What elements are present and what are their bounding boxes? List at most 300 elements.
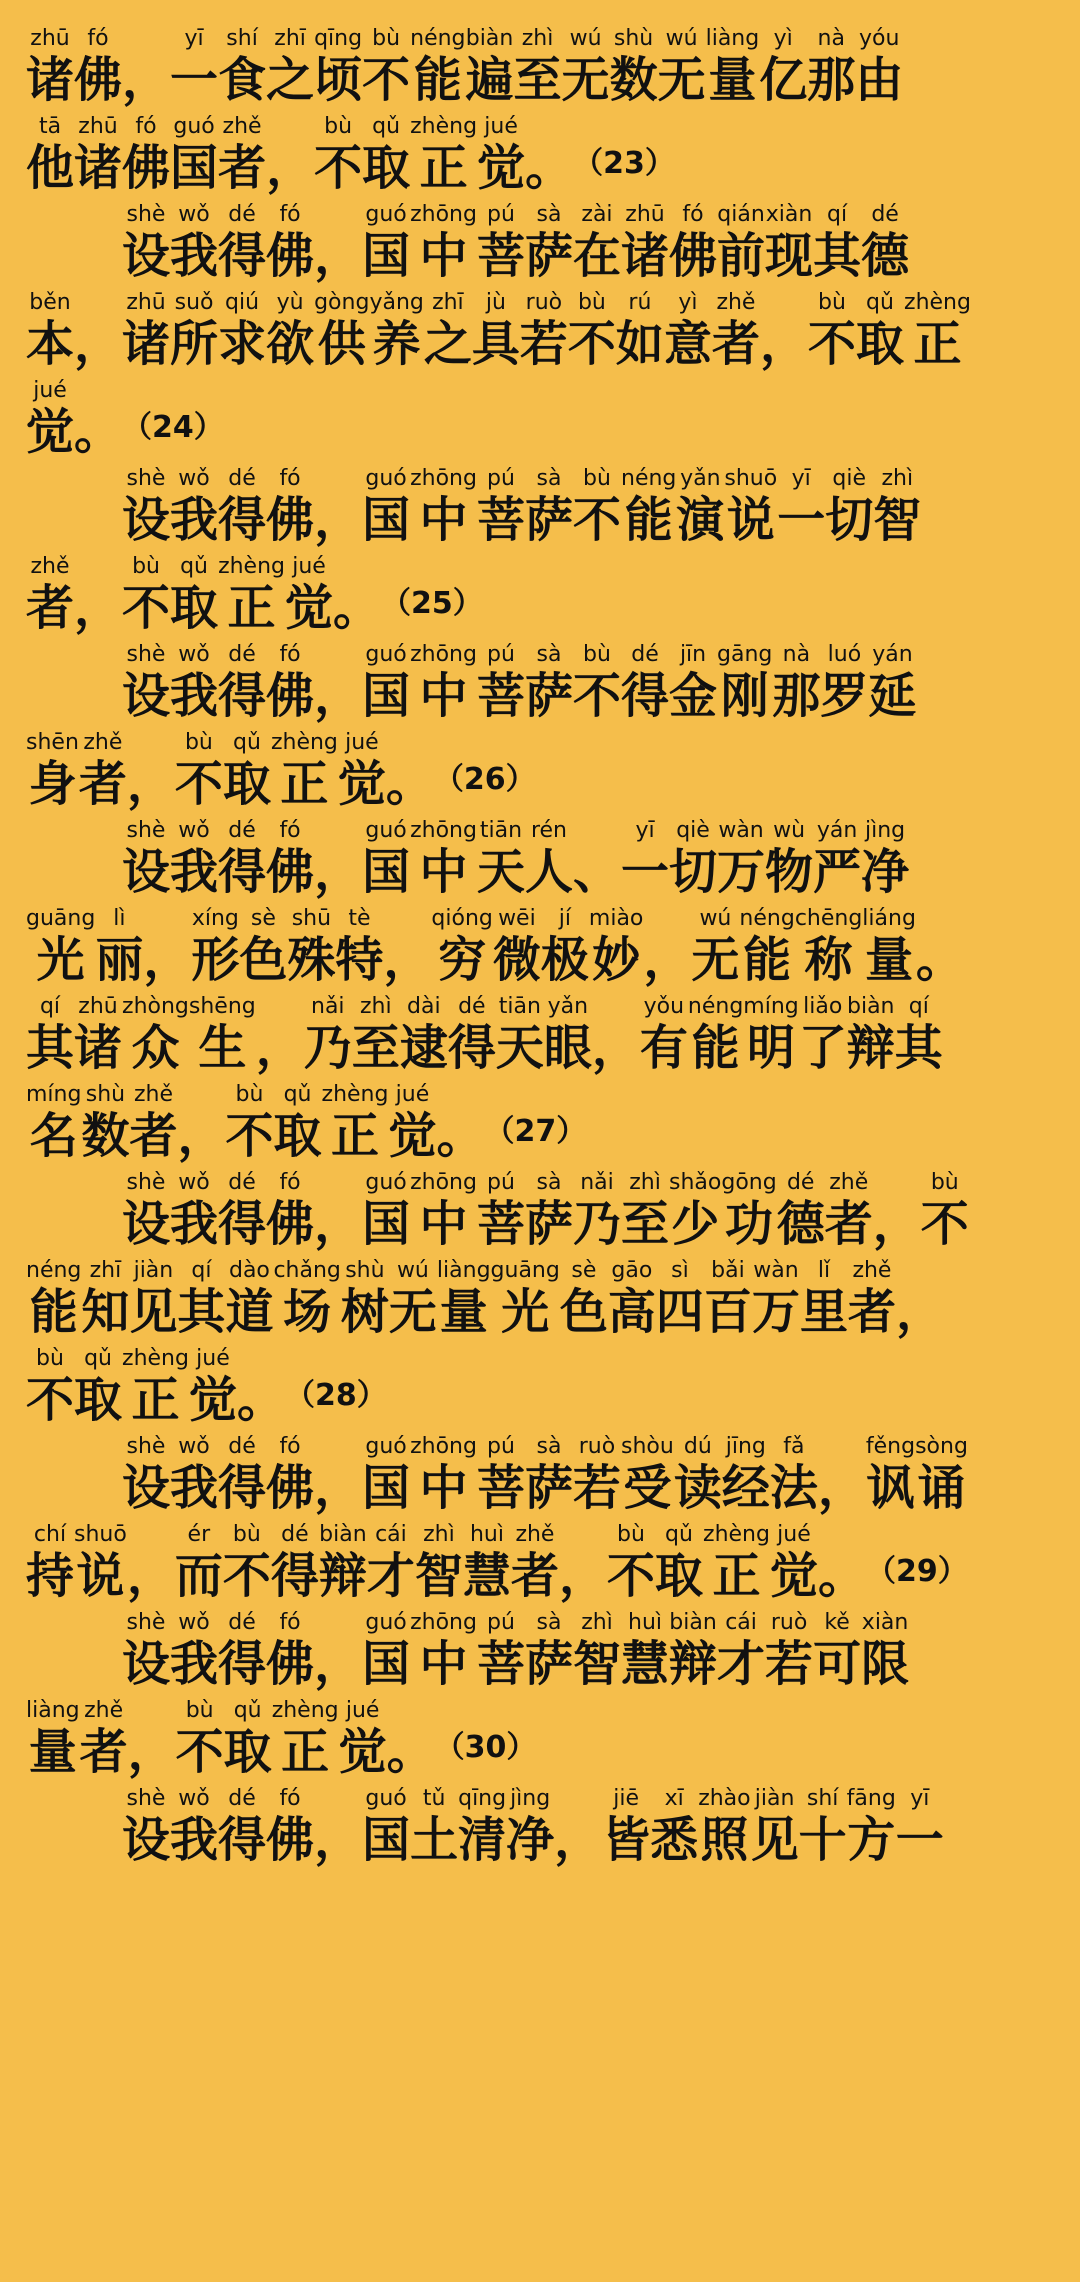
- hanzi-text: 设: [122, 492, 171, 548]
- ruby-unit: [724, 466, 777, 548]
- pinyin-text: zhū: [625, 202, 665, 227]
- hanzi-text: 我: [170, 1460, 219, 1516]
- hanzi-text: 正: [913, 316, 962, 372]
- hanzi-text: 设: [122, 844, 171, 900]
- hanzi-text: 觉: [26, 404, 75, 460]
- hanzi-text: 萨: [524, 228, 573, 284]
- hanzi-text: ，: [314, 844, 363, 900]
- hanzi-text: 量: [708, 52, 757, 108]
- ruby-unit: [573, 844, 621, 900]
- pinyin-text: wú: [699, 906, 732, 931]
- hanzi-text: 正: [330, 1108, 379, 1164]
- pinyin-text: zhī: [432, 290, 464, 315]
- hanzi-text: 量: [439, 1284, 488, 1340]
- hanzi-text: 国: [362, 1460, 411, 1516]
- hanzi-text: 者: [78, 756, 127, 812]
- pinyin-text: fó: [87, 26, 109, 51]
- ruby-unit: [352, 994, 400, 1076]
- pinyin-text: bù: [232, 1522, 261, 1547]
- pinyin-text: dé: [458, 994, 486, 1019]
- ruby-unit: [237, 1372, 285, 1428]
- ruby-unit: [362, 818, 410, 900]
- ruby-unit: [266, 818, 314, 900]
- pinyin-text: dé: [631, 642, 659, 667]
- ruby-row: [26, 1082, 1054, 1164]
- ruby-unit: [676, 466, 724, 548]
- pinyin-text: qǔ: [232, 730, 261, 755]
- ruby-unit: [477, 1170, 525, 1252]
- pinyin-text: zài: [581, 202, 613, 227]
- pinyin-text: biàn: [847, 994, 895, 1019]
- ruby-unit: [669, 202, 717, 284]
- ruby-unit: [739, 906, 794, 988]
- sutra-line: [26, 378, 1054, 460]
- hanzi-text: 天: [476, 844, 525, 900]
- ruby-unit: [896, 1284, 944, 1340]
- hanzi-text: ，: [383, 932, 432, 988]
- ruby-row: [26, 818, 1054, 900]
- ruby-unit: [223, 730, 271, 812]
- hanzi-text: ，: [872, 1196, 921, 1252]
- ruby-row: [26, 1170, 1054, 1252]
- ruby-unit: [218, 1170, 266, 1252]
- pinyin-text: xiàn: [765, 202, 813, 227]
- hanzi-text: 极: [540, 932, 589, 988]
- pinyin-text: míng: [743, 994, 799, 1019]
- ruby-unit: [74, 994, 122, 1076]
- pinyin-text: guó: [365, 202, 407, 227]
- pinyin-text: wú: [569, 26, 602, 51]
- pinyin-text: yī: [184, 26, 204, 51]
- ruby-unit: [560, 1258, 608, 1340]
- ruby-unit: [362, 1610, 410, 1692]
- ruby-unit: [825, 1170, 873, 1252]
- ruby-unit: [314, 26, 362, 108]
- hanzi-text: 穷: [438, 932, 487, 988]
- ruby-unit: [129, 1258, 177, 1340]
- pinyin-text: chēng: [794, 906, 863, 931]
- ruby-unit: [608, 1258, 656, 1340]
- ruby-unit: [772, 642, 820, 724]
- pinyin-text: liàng: [436, 1258, 491, 1283]
- pinyin-text: sà: [536, 1610, 562, 1635]
- pinyin-text: xī: [664, 1786, 684, 1811]
- ruby-unit: [721, 1170, 776, 1252]
- hanzi-text: 一: [621, 844, 670, 900]
- hanzi-text: 不: [225, 1108, 274, 1164]
- ruby-unit: [573, 1170, 621, 1252]
- hanzi-text: 者: [510, 1548, 559, 1604]
- ruby-unit: [335, 906, 383, 988]
- pinyin-text: cái: [375, 1522, 407, 1547]
- pinyin-text: lǐ: [817, 1258, 831, 1283]
- ruby-unit: [271, 730, 338, 812]
- hanzi-text: 顷: [314, 52, 363, 108]
- ruby-unit: [861, 1610, 909, 1692]
- hanzi-text: 佛: [266, 492, 315, 548]
- ruby-unit: [341, 1258, 389, 1340]
- ruby-unit: [621, 642, 669, 724]
- pinyin-text: bù: [930, 1170, 959, 1195]
- hanzi-text: ，: [74, 316, 123, 372]
- pinyin-text: yī: [635, 818, 655, 843]
- ruby-unit: [26, 554, 74, 636]
- ruby-unit: [643, 932, 691, 988]
- pinyin-text: luó: [827, 642, 862, 667]
- ruby-unit: [477, 818, 525, 900]
- ruby-unit: [568, 290, 616, 372]
- hanzi-text: 菩: [476, 492, 525, 548]
- pinyin-text: néng: [410, 26, 466, 51]
- sutra-line: [26, 1698, 1054, 1780]
- ruby-unit: [525, 1434, 573, 1516]
- ruby-unit: [472, 290, 520, 372]
- pinyin-text: sè: [571, 1258, 597, 1283]
- ruby-unit: [80, 1698, 128, 1780]
- pinyin-text: chǎng: [273, 1258, 341, 1283]
- pinyin-text: zhě: [30, 554, 70, 579]
- hanzi-text: 不: [920, 1196, 969, 1252]
- hanzi-text: 不: [807, 316, 856, 372]
- hanzi-text: 智: [572, 1636, 621, 1692]
- pinyin-text: wǒ: [178, 1610, 210, 1635]
- ruby-unit: [525, 202, 573, 284]
- ruby-unit: [26, 906, 95, 988]
- hanzi-text: 天: [495, 1020, 544, 1076]
- hanzi-text: 其: [813, 228, 862, 284]
- ruby-unit: [362, 26, 410, 108]
- pinyin-text: kě: [824, 1610, 850, 1635]
- hanzi-text: 菩: [476, 1460, 525, 1516]
- pinyin-text: yù: [276, 290, 304, 315]
- hanzi-text: 者: [847, 1284, 896, 1340]
- hanzi-text: 取: [222, 756, 271, 812]
- pinyin-text: ruò: [770, 1610, 808, 1635]
- pinyin-text: qí: [827, 202, 848, 227]
- hanzi-text: 形: [191, 932, 240, 988]
- hanzi-text: ，: [127, 1724, 176, 1780]
- ruby-unit: [698, 1786, 750, 1868]
- ruby-unit: [26, 290, 74, 372]
- sutra-text-body: [26, 26, 1054, 1868]
- pinyin-text: shí: [806, 1786, 839, 1811]
- hanzi-text: ，: [554, 1812, 603, 1868]
- ruby-unit: [170, 1610, 218, 1692]
- hanzi-text: ，: [143, 932, 192, 988]
- hanzi-text: 十: [798, 1812, 847, 1868]
- ruby-unit: [26, 1082, 81, 1164]
- hanzi-text: 诸: [74, 1020, 123, 1076]
- ruby-row: [26, 26, 1054, 108]
- hanzi-text: 无: [561, 52, 610, 108]
- ruby-unit: [463, 1522, 511, 1604]
- ruby-unit: [122, 114, 170, 196]
- pinyin-text: zhě: [83, 730, 123, 755]
- pinyin-text: zhōng: [410, 642, 477, 667]
- hanzi-text: 受: [623, 1460, 672, 1516]
- hanzi-text: 不: [572, 668, 621, 724]
- hanzi-text: 切: [825, 492, 874, 548]
- hanzi-text: 照: [700, 1812, 749, 1868]
- ruby-unit: [915, 1434, 968, 1516]
- hanzi-text: 设: [122, 1196, 171, 1252]
- ruby-unit: [664, 290, 712, 372]
- pinyin-text: běn: [29, 290, 71, 315]
- hanzi-text: 至: [351, 1020, 400, 1076]
- pinyin-text: shù: [345, 1258, 385, 1283]
- ruby-unit: [122, 1434, 170, 1516]
- ruby-unit: [777, 1170, 825, 1252]
- ruby-unit: [74, 114, 122, 196]
- vow-number: （29）: [865, 1554, 968, 1589]
- ruby-unit: [304, 994, 352, 1076]
- ruby-unit: [175, 1522, 223, 1604]
- ruby-unit: [319, 1522, 367, 1604]
- hanzi-text: 不: [567, 316, 616, 372]
- hanzi-text: ，: [759, 316, 808, 372]
- hanzi-text: 得: [218, 1460, 267, 1516]
- hanzi-text: 者: [711, 316, 760, 372]
- ruby-unit: [712, 290, 760, 372]
- pinyin-text: bù: [583, 642, 611, 667]
- pinyin-text: shuō: [74, 1522, 127, 1547]
- pinyin-text: zhě: [133, 1082, 173, 1107]
- ruby-unit: [170, 1170, 218, 1252]
- pinyin-text: jīn: [679, 642, 707, 667]
- hanzi-text: 萨: [524, 492, 573, 548]
- ruby-unit: [314, 844, 362, 900]
- pinyin-text: liǎo: [803, 994, 843, 1019]
- pinyin-text: xíng: [191, 906, 239, 931]
- sutra-line: [26, 1170, 1054, 1252]
- pinyin-text: wǒ: [178, 202, 210, 227]
- hanzi-text: 他: [26, 140, 75, 196]
- ruby-unit: [314, 290, 369, 372]
- pinyin-text: dé: [228, 202, 256, 227]
- ruby-unit: [760, 316, 808, 372]
- hanzi-text: 逮: [399, 1020, 448, 1076]
- hanzi-text: 我: [170, 668, 219, 724]
- ruby-unit: [170, 26, 218, 108]
- hanzi-text: ，: [314, 1196, 363, 1252]
- ruby-unit: [175, 730, 223, 812]
- pinyin-text: shù: [613, 26, 654, 51]
- pinyin-text: bǎi: [711, 1258, 745, 1283]
- pinyin-text: dé: [228, 466, 256, 491]
- hanzi-text: 无: [388, 1284, 437, 1340]
- sutra-line: [26, 730, 1054, 812]
- ruby-unit: [266, 466, 314, 548]
- hanzi-text: ，: [314, 228, 363, 284]
- hanzi-text: 皆: [602, 1812, 651, 1868]
- ruby-unit: [26, 1522, 74, 1604]
- hanzi-text: 诸: [122, 316, 171, 372]
- hanzi-text: ，: [314, 1812, 363, 1868]
- ruby-unit: [717, 818, 765, 900]
- hanzi-text: 高: [607, 1284, 656, 1340]
- ruby-unit: [362, 1786, 410, 1868]
- sutra-line: [26, 818, 1054, 900]
- hanzi-text: 净: [861, 844, 910, 900]
- pinyin-text: zhōng: [410, 466, 477, 491]
- ruby-unit: [477, 466, 525, 548]
- hanzi-text: 延: [868, 668, 917, 724]
- hanzi-text: 。: [386, 1724, 435, 1780]
- ruby-unit: [895, 994, 943, 1076]
- pinyin-text: dé: [228, 642, 256, 667]
- hanzi-text: 色: [559, 1284, 608, 1340]
- pinyin-text: zhě: [829, 1170, 869, 1195]
- ruby-unit: [458, 1786, 506, 1868]
- ruby-unit: [339, 1698, 387, 1780]
- hanzi-text: 有: [639, 1020, 688, 1076]
- pinyin-text: bù: [372, 26, 401, 51]
- hanzi-text: 诵: [917, 1460, 966, 1516]
- ruby-row: [26, 730, 1054, 812]
- pinyin-text: cái: [725, 1610, 757, 1635]
- ruby-unit: [525, 818, 573, 900]
- sutra-line: [26, 290, 1054, 372]
- hanzi-text: 了: [798, 1020, 847, 1076]
- hanzi-text: 国: [362, 228, 411, 284]
- ruby-unit: [170, 202, 218, 284]
- pinyin-text: bù: [818, 290, 846, 315]
- pinyin-text: bù: [36, 1346, 64, 1371]
- ruby-unit: [520, 290, 568, 372]
- hanzi-text: 国: [362, 492, 411, 548]
- hanzi-text: 众: [131, 1020, 180, 1076]
- hanzi-text: 得: [447, 1020, 496, 1076]
- ruby-unit: [218, 818, 266, 900]
- pinyin-text: dé: [228, 1786, 256, 1811]
- pinyin-text: pú: [487, 642, 515, 667]
- pinyin-text: sà: [536, 202, 562, 227]
- hanzi-text: ，: [255, 1020, 304, 1076]
- hanzi-text: 佛: [266, 228, 315, 284]
- hanzi-text: 。: [236, 1372, 285, 1428]
- ruby-unit: [904, 290, 971, 372]
- pinyin-text: wǒ: [178, 1434, 210, 1459]
- pinyin-text: dé: [281, 1522, 309, 1547]
- hanzi-text: 正: [131, 1372, 180, 1428]
- hanzi-text: 场: [283, 1284, 332, 1340]
- ruby-unit: [477, 1434, 525, 1516]
- hanzi-text: 设: [122, 1636, 171, 1692]
- hanzi-text: 菩: [476, 1636, 525, 1692]
- ruby-unit: [26, 1698, 80, 1780]
- ruby-unit: [691, 906, 739, 988]
- ruby-unit: [431, 906, 492, 988]
- ruby-unit: [777, 466, 825, 548]
- pinyin-text: sà: [536, 466, 562, 491]
- pinyin-text: biàn: [465, 26, 514, 51]
- ruby-unit: [74, 26, 122, 108]
- ruby-row: [26, 1258, 1054, 1340]
- hanzi-text: 无: [691, 932, 740, 988]
- hanzi-text: 清: [458, 1812, 507, 1868]
- pinyin-text: rú: [628, 290, 652, 315]
- ruby-row: [26, 202, 1054, 284]
- hanzi-text: ，: [74, 580, 123, 636]
- pinyin-text: shè: [126, 642, 166, 667]
- pinyin-text: wǒ: [178, 1786, 210, 1811]
- ruby-row: [26, 1522, 1054, 1604]
- hanzi-text: 万: [751, 1284, 800, 1340]
- pinyin-text: zhě: [222, 114, 262, 139]
- hanzi-text: 我: [170, 1812, 219, 1868]
- pinyin-text: dé: [228, 1434, 256, 1459]
- pinyin-text: dé: [228, 818, 256, 843]
- hanzi-text: 中: [419, 844, 468, 900]
- hanzi-text: 少: [671, 1196, 720, 1252]
- hanzi-text: ，: [266, 140, 315, 196]
- hanzi-text: 遍: [465, 52, 514, 108]
- ruby-unit: [656, 1258, 704, 1340]
- ruby-unit: [640, 994, 688, 1076]
- hanzi-text: 取: [655, 1548, 704, 1604]
- hanzi-text: 佛: [74, 52, 123, 108]
- ruby-unit: [369, 290, 423, 372]
- hanzi-text: 不: [26, 1372, 75, 1428]
- hanzi-text: 才: [366, 1548, 415, 1604]
- ruby-unit: [170, 642, 218, 724]
- ruby-unit: [743, 994, 798, 1076]
- hanzi-text: 法: [769, 1460, 818, 1516]
- hanzi-text: 国: [170, 140, 219, 196]
- pinyin-text: jí: [558, 906, 572, 931]
- hanzi-text: 取: [223, 1724, 272, 1780]
- ruby-unit: [847, 994, 895, 1076]
- ruby-unit: [717, 202, 765, 284]
- hanzi-text: 而: [174, 1548, 223, 1604]
- ruby-row: [26, 906, 1054, 988]
- hanzi-text: 佛: [122, 140, 171, 196]
- ruby-unit: [218, 26, 266, 108]
- pinyin-text: dào: [228, 1258, 270, 1283]
- pinyin-text: néng: [621, 466, 677, 491]
- pinyin-text: guāng: [490, 1258, 560, 1283]
- pinyin-text: wǒ: [178, 642, 210, 667]
- ruby-row: [26, 642, 1054, 724]
- ruby-unit: [770, 1434, 818, 1516]
- ruby-unit: [239, 906, 287, 988]
- sutra-line: [26, 554, 1054, 636]
- hanzi-text: ，: [558, 1548, 607, 1604]
- hanzi-text: 我: [170, 228, 219, 284]
- pinyin-text: jué: [777, 1522, 811, 1547]
- hanzi-text: ，: [895, 1284, 944, 1340]
- ruby-unit: [127, 756, 175, 812]
- hanzi-text: 诸: [74, 140, 123, 196]
- ruby-unit: [256, 1020, 304, 1076]
- sutra-line: [26, 26, 1054, 108]
- hanzi-text: 明: [747, 1020, 796, 1076]
- ruby-unit: [765, 1610, 813, 1692]
- pinyin-text: gāo: [611, 1258, 653, 1283]
- pinyin-text: fó: [279, 466, 301, 491]
- pinyin-text: jiàn: [133, 1258, 174, 1283]
- ruby-unit: [266, 1434, 314, 1516]
- hanzi-text: 说: [76, 1548, 125, 1604]
- pinyin-text: zhì: [521, 26, 554, 51]
- pinyin-text: zhū: [30, 26, 70, 51]
- hanzi-text: 能: [413, 52, 462, 108]
- hanzi-text: 切: [669, 844, 718, 900]
- pinyin-text: fó: [279, 642, 301, 667]
- pinyin-text: zhī: [274, 26, 306, 51]
- ruby-unit: [285, 554, 333, 636]
- hanzi-text: 名: [29, 1108, 78, 1164]
